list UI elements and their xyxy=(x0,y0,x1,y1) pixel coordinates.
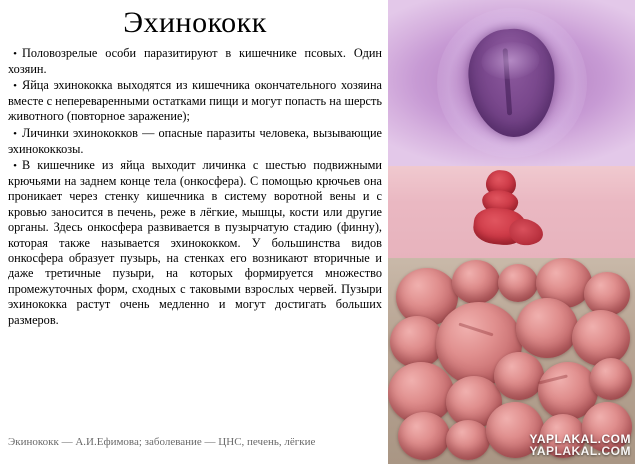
cyst xyxy=(498,264,538,302)
list-item-text: В кишечнике из яйца выходит личинка с шестью подвижными крючьями на заднем конце тела (онкосфера). С помощью крючьев она проникает через стенку кишечника в систему воротной вены и с кровью заносится в печень, реже в лёгкие, мышцы, кости или другие органы. Здесь онкосфера развивается в пузырчатую стадию (финну), которая также называется эхинококком. У большинства видов онкосфера образует пузырь, на стенках его возникают вторичные и даже третичные пузыри, на которых формируется множество промежуточных форм, сходных с таковыми взрослых червей. Пузыри эхинококка растут очень медленно и могут достигать больших размеров. xyxy=(8,158,382,327)
cyst xyxy=(584,272,630,316)
list-item-text: Яйца эхинококка выходятся из кишечника окончательного хозяина вместе с непереваренными остатками пищи и могут попасть на шерсть животного (повторное заражение); xyxy=(8,78,382,124)
image-column xyxy=(388,0,635,464)
worm-body xyxy=(463,170,549,258)
bullet-dot-icon: • xyxy=(13,160,17,173)
echinococcus-adult-worm xyxy=(388,166,635,258)
watermark-line-1: YAPLAKAL.COM xyxy=(529,431,631,446)
bullet-dot-icon: • xyxy=(13,48,17,60)
list-item xyxy=(8,158,382,328)
cyst xyxy=(572,310,630,366)
cyst xyxy=(398,412,450,460)
list-item xyxy=(8,78,382,125)
cyst xyxy=(452,260,500,304)
list-item-text: Личинки эхинококков — опасные паразиты человека, вызывающие эхинококкозы. xyxy=(8,125,382,156)
bullet-dot-icon: • xyxy=(13,80,17,93)
watermark-line-2: YAPLAKAL.COM xyxy=(529,444,631,459)
slide-footer: Экинококк — А.И.Ефимова; заболевание — ЦНС, печень, лёгкие xyxy=(8,436,316,448)
bullet-dot-icon: • xyxy=(13,127,17,140)
watermark xyxy=(529,433,631,458)
echinococcus-egg-micrograph xyxy=(388,0,635,166)
list-item-text: Половозрелые особи паразитируют в кишечнике псовых. Один хозяин. xyxy=(8,46,382,76)
hydatid-cysts-photo xyxy=(388,258,635,464)
cyst xyxy=(446,420,490,460)
page-title: Эхинококк xyxy=(123,6,267,39)
bullet-list xyxy=(8,46,382,328)
cyst xyxy=(494,352,544,400)
cyst xyxy=(516,298,578,358)
list-item xyxy=(8,126,382,157)
cyst xyxy=(590,358,632,400)
list-item xyxy=(8,46,382,77)
